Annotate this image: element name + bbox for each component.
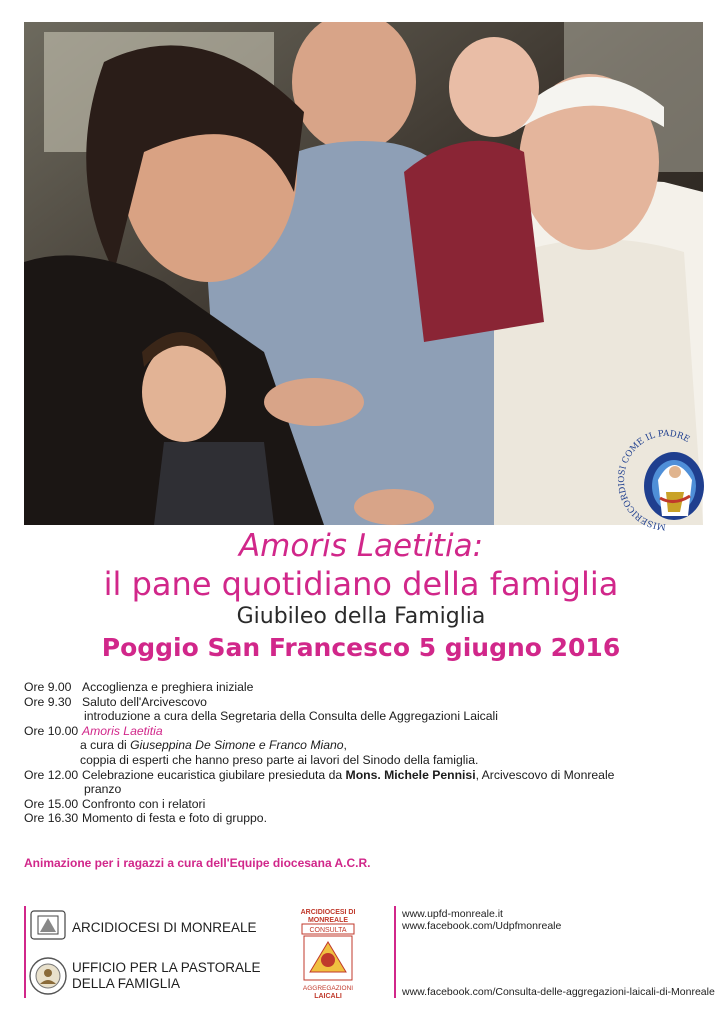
schedule-text: Accoglienza e preghiera iniziale [82, 680, 254, 694]
photo-illustration [24, 22, 703, 525]
title-place-date: Poggio San Francesco 5 giugno 2016 [101, 633, 621, 662]
title-subtitle: il pane quotidiano della famiglia [103, 565, 619, 603]
schedule-text: Confronto con i relatori [82, 796, 206, 811]
org-family-office-line2: DELLA FAMIGLIA [72, 976, 181, 991]
consulta-text: LAICALI [314, 993, 342, 1000]
consulta-logo [296, 906, 360, 1006]
schedule-row [24, 695, 704, 710]
link-facebook-consulta[interactable]: www.facebook.com/Consulta-delle-aggregazioni-laicali-di-Monreale [402, 986, 715, 998]
schedule-time: Ore 9.30 [24, 694, 72, 709]
schedule-text: Momento di festa e foto di gruppo. [82, 811, 267, 826]
schedule-time: Ore 10.00 [24, 723, 79, 738]
schedule-detail: coppia di esperti che hanno preso parte ai lavori del Sinodo della famiglia. [80, 752, 479, 767]
title-event: Giubileo della Famiglia [236, 604, 486, 629]
schedule-detail: introduzione a cura della Segretaria della Consulta delle Aggregazioni Laicali [84, 709, 498, 724]
consulta-text: ARCIDIOCESI DI [300, 909, 356, 916]
schedule-detail-text: , [343, 738, 347, 753]
schedule-row [24, 797, 704, 812]
title-amoris-laetitia: Amoris Laetitia: [238, 528, 484, 564]
schedule-time: Ore 15.00 [24, 796, 79, 811]
schedule-text: Celebrazione eucaristica giubilare presieduta da [82, 767, 346, 782]
schedule-row [24, 811, 704, 826]
consulta-text: MONREALE [307, 917, 349, 924]
schedule [24, 680, 704, 826]
schedule-text: , Arcivescovo di Monreale [475, 767, 615, 782]
logo-circle-text: MISERICORDI SI COME IL PADRE [618, 428, 692, 532]
schedule-time: Ore 12.00 [24, 767, 79, 782]
youth-animation-note: Animazione per i ragazzi a cura dell'Equipe diocesana A.C.R. [24, 856, 371, 870]
schedule-time: Ore 16.30 [24, 811, 79, 826]
schedule-detail: pranzo [84, 782, 122, 797]
schedule-row [24, 680, 704, 695]
archdiocese-seal-icon [30, 910, 66, 944]
schedule-detail [24, 738, 704, 753]
schedule-row [24, 768, 704, 783]
org-archdiocese: ARCIDIOCESI DI MONREALE [72, 920, 257, 935]
link-facebook-udpf[interactable]: www.facebook.com/Udpfmonreale [402, 920, 562, 932]
link-upfd-website[interactable]: www.upfd-monreale.it [402, 908, 503, 920]
family-office-seal-icon [28, 956, 68, 1000]
schedule-time: Ore 9.00 [24, 680, 72, 694]
footer-divider [394, 906, 396, 998]
org-family-office [72, 960, 261, 992]
consulta-text: AGGREGAZIONI [302, 985, 354, 992]
schedule-text: Amoris Laetitia [82, 723, 163, 738]
footer-divider [24, 906, 26, 998]
schedule-row [24, 724, 704, 739]
schedule-detail-text: a cura di [80, 738, 131, 753]
speaker-names: Giuseppina De Simone e Franco Miano [130, 738, 344, 753]
jubilee-mercy-logo [618, 420, 714, 536]
consulta-text: CONSULTA [309, 927, 347, 934]
bishop-name: Mons. Michele Pennisi [345, 767, 476, 782]
org-family-office-line1: UFFICIO PER LA PASTORALE [72, 960, 261, 975]
schedule-text: Saluto dell'Arcivescovo [82, 694, 207, 709]
hero-photo [24, 22, 703, 525]
